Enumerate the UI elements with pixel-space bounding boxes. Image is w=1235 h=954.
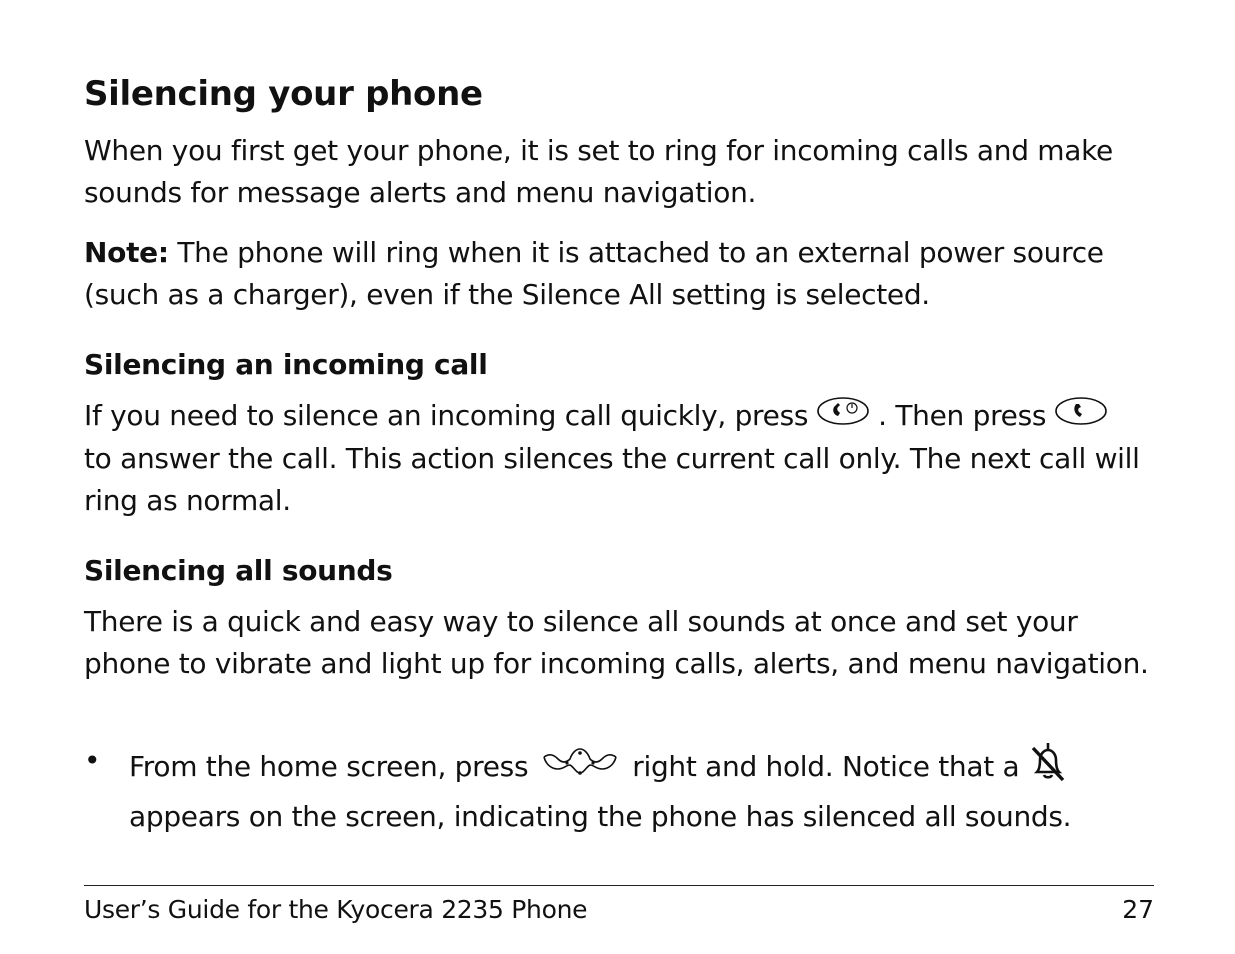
navigation-key-icon (540, 743, 620, 793)
footer-page-number: 27 (1122, 895, 1154, 924)
footer-divider (84, 885, 1154, 886)
send-key-icon (1054, 396, 1108, 438)
bullet-text-3: appears on the screen, indicating the phone has silenced all sounds. (129, 800, 1072, 833)
bullet-text-2: right and hold. Notice that a (632, 750, 1020, 783)
heading-incoming-call: Silencing an incoming call (84, 348, 488, 381)
note-paragraph (84, 232, 1154, 316)
silent-bell-icon (1027, 740, 1069, 796)
note-text: The phone will ring when it is attached to an external power source (such as a charger), even if the Silence All setting is selected. (84, 236, 1104, 311)
note-label: Note: (84, 236, 169, 269)
power-end-key-icon (816, 396, 870, 438)
bullet-text-1: From the home screen, press (129, 750, 529, 783)
all-sounds-paragraph: There is a quick and easy way to silence all sounds at once and set your phone to vibrate and light up for incoming calls, alerts, and menu navigation. (84, 605, 1149, 680)
page-title: Silencing your phone (84, 74, 483, 114)
bullet-marker: • (84, 744, 101, 777)
incoming-text-2: . Then press (878, 399, 1047, 432)
bullet-text (129, 740, 1149, 838)
incoming-text-1: If you need to silence an incoming call quickly, press (84, 399, 809, 432)
incoming-text-3: to answer the call. This action silences the current call only. The next call will ring as normal. (84, 442, 1140, 517)
intro-paragraph: When you first get your phone, it is set to ring for incoming calls and make sounds for message alerts and menu navigation. (84, 134, 1113, 209)
heading-all-sounds: Silencing all sounds (84, 554, 393, 587)
footer-guide-title: User’s Guide for the Kyocera 2235 Phone (84, 895, 588, 924)
incoming-call-paragraph (84, 395, 1154, 522)
manual-page (84, 0, 1154, 954)
